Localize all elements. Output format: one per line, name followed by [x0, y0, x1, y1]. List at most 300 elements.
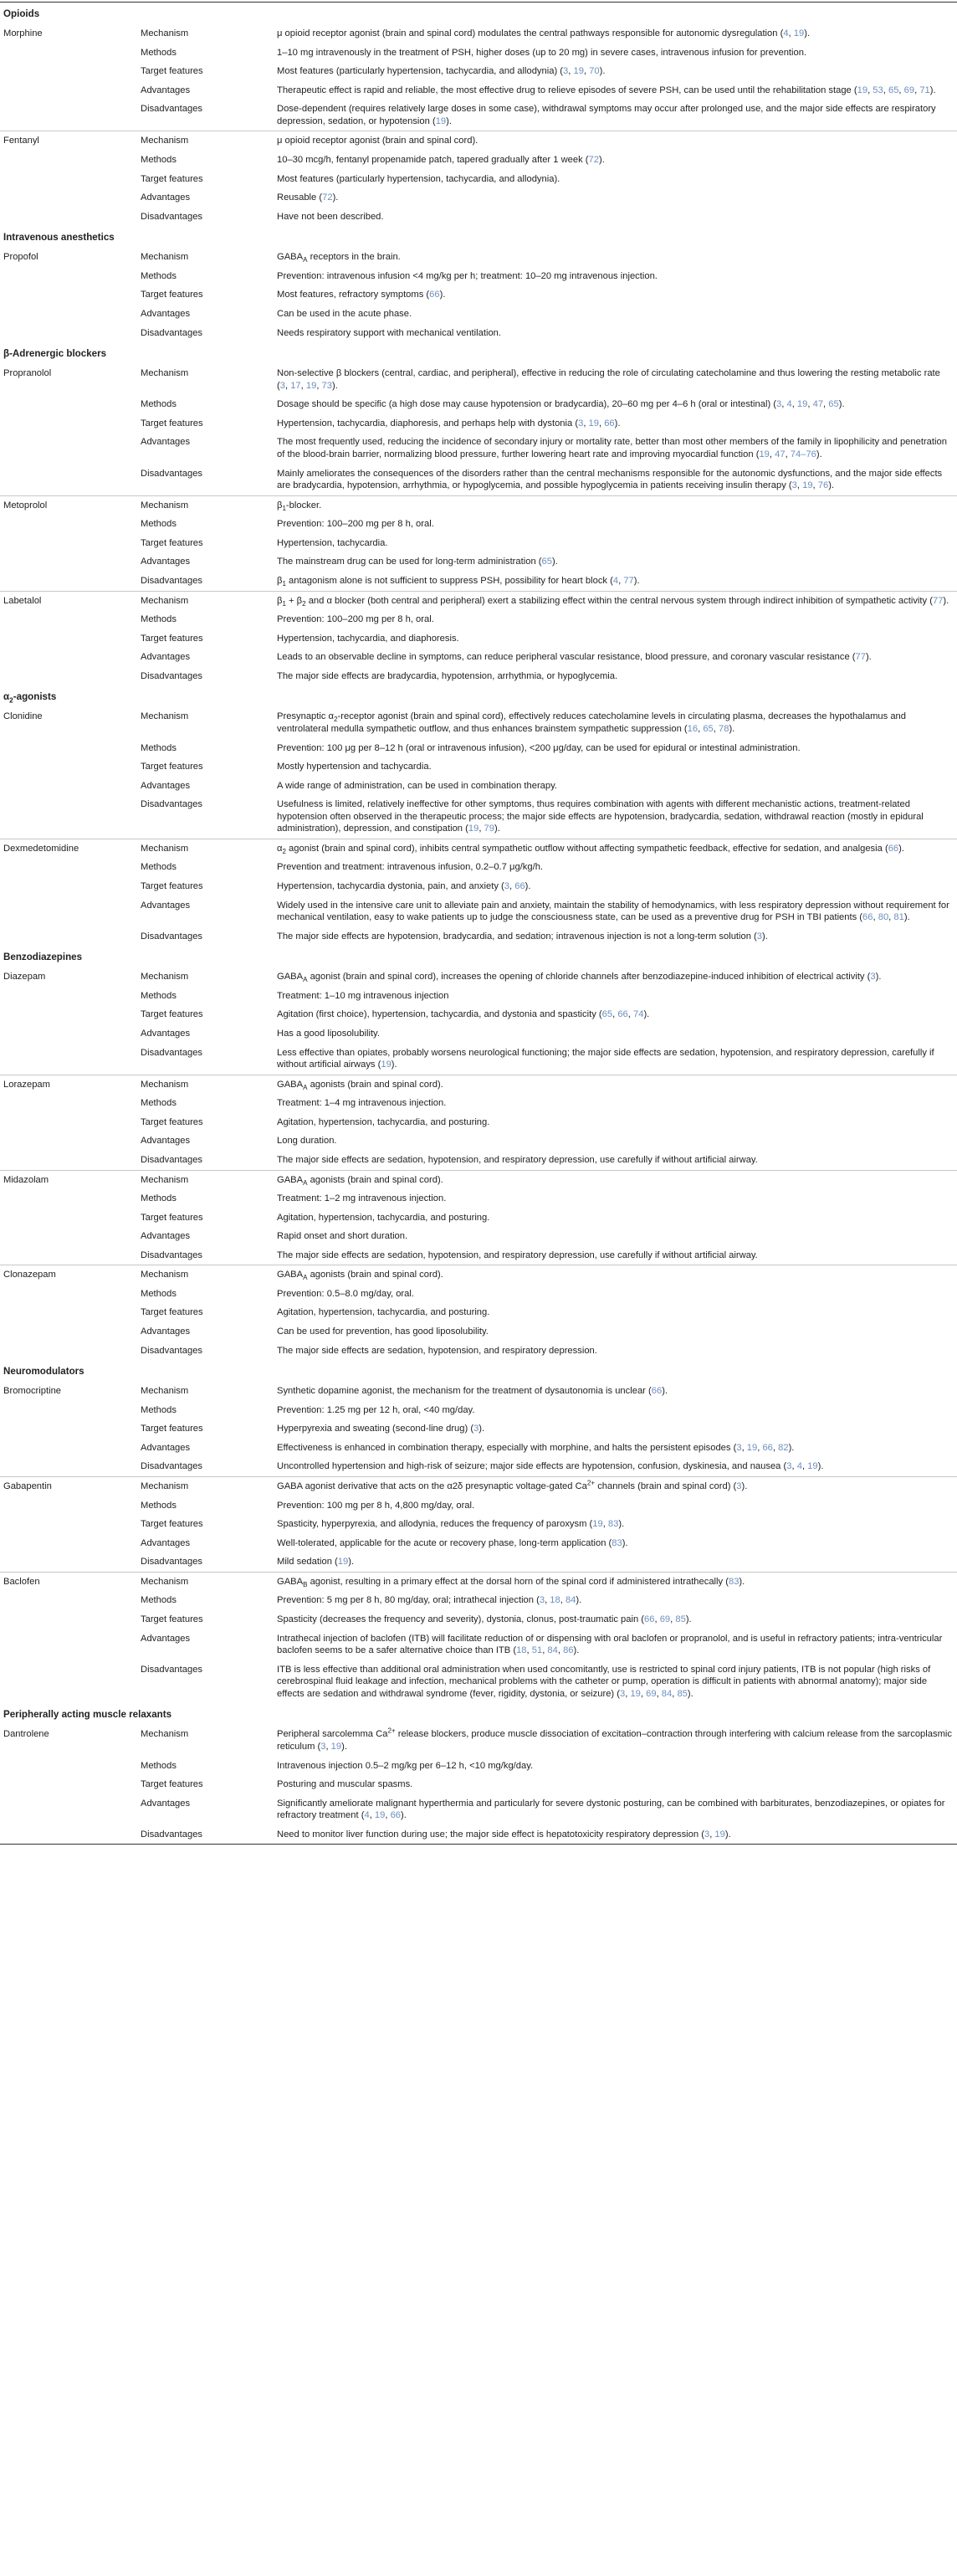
- description-cell: Have not been described.: [277, 211, 384, 222]
- drug-name-cell: [0, 1303, 137, 1322]
- table-row: [0, 24, 957, 44]
- reference-link[interactable]: 19: [746, 1442, 758, 1453]
- table-row: [0, 1094, 957, 1113]
- table-row: [0, 1457, 957, 1476]
- field-label-cell: Methods: [141, 1500, 177, 1511]
- field-label-cell: Target features: [141, 633, 203, 644]
- field-label-cell: Advantages: [141, 1326, 191, 1337]
- drug-name-cell: [0, 858, 137, 877]
- table-row: [0, 395, 957, 414]
- section-row: [0, 342, 957, 364]
- reference-link[interactable]: 19: [759, 449, 770, 459]
- field-label-cell: Mechanism: [141, 1386, 189, 1397]
- reference-link[interactable]: 79: [484, 824, 494, 834]
- reference-link[interactable]: 76: [817, 480, 829, 491]
- drug-name-cell: [0, 62, 137, 81]
- description-cell: Prevention: 1.25 mg per 12 h, oral, <40 mg/day.: [277, 1404, 475, 1415]
- table-row: [0, 1477, 957, 1496]
- reference-link[interactable]: 81: [893, 912, 904, 923]
- field-label-cell: Methods: [141, 519, 177, 530]
- drug-name-cell: [0, 1757, 137, 1776]
- table-row: [0, 170, 957, 189]
- reference-link[interactable]: 66: [514, 881, 525, 891]
- field-label-cell: Methods: [141, 399, 177, 410]
- reference-link[interactable]: 19: [435, 115, 447, 126]
- drug-table-body: [0, 3, 957, 1845]
- reference-link[interactable]: 83: [612, 1537, 622, 1548]
- table-row: [0, 1775, 957, 1794]
- reference-link[interactable]: 19: [374, 1810, 386, 1821]
- drug-name-cell: [0, 1113, 137, 1132]
- table-row: [0, 1208, 957, 1228]
- table-row: [0, 1382, 957, 1401]
- drug-name-cell: [0, 1825, 137, 1845]
- field-label-cell: Target features: [141, 881, 203, 891]
- section-row: [0, 685, 957, 707]
- table-row: [0, 267, 957, 286]
- reference-link[interactable]: 19: [468, 824, 479, 834]
- reference-link[interactable]: 4: [783, 28, 789, 39]
- field-label-cell: Advantages: [141, 1442, 191, 1453]
- reference-link[interactable]: 3: [870, 972, 876, 983]
- table-row: [0, 1515, 957, 1534]
- field-label-cell: Disadvantages: [141, 1461, 203, 1472]
- field-label-cell: Disadvantages: [141, 799, 203, 810]
- field-label-cell: Advantages: [141, 1537, 191, 1548]
- table-row: [0, 1170, 957, 1189]
- reference-link[interactable]: 83: [728, 1576, 740, 1587]
- description-cell: Significantly ameliorate malignant hyperthermia and particularly for severe dystonic posturing, can be combined with barbiturates, benzodiazepines, or opiates for refractory treatment (4, 19, 66).: [277, 1798, 945, 1821]
- reference-link[interactable]: 19: [857, 85, 868, 95]
- description-cell: The major side effects are sedation, hypotension, and respiratory depression, use carefully if without artificial airway.: [277, 1250, 758, 1260]
- reference-link[interactable]: 3: [786, 1461, 792, 1472]
- field-label-cell: Methods: [141, 1193, 177, 1204]
- description-cell: The most frequently used, reducing the incidence of secondary injury or mortality rate, better than most other members of the family in lipophilicity and penetration of the blood-brain barrier, normalizing blood pressure, further lowering heart rate and improving myocardial function (19, 47, 74–76).: [277, 437, 947, 459]
- description-cell: Hypertension, tachycardia dystonia, pain, and anxiety (3, 66).: [277, 881, 531, 891]
- reference-link[interactable]: 3: [776, 399, 782, 410]
- description-cell: Hyperpyrexia and sweating (second-line drug) (3).: [277, 1424, 485, 1434]
- field-label-cell: Mechanism: [141, 252, 189, 263]
- table-row: [0, 305, 957, 324]
- reference-link[interactable]: 66: [390, 1810, 402, 1821]
- section-heading: Neuromodulators: [3, 1366, 84, 1378]
- description-cell: Well-tolerated, applicable for the acute or recovery phase, long-term application (83).: [277, 1537, 628, 1548]
- drug-name-cell: [0, 170, 137, 189]
- reference-link[interactable]: 16: [687, 723, 699, 734]
- table-row: [0, 1075, 957, 1094]
- drug-name-cell: [0, 1457, 137, 1476]
- reference-link[interactable]: 77: [932, 595, 944, 606]
- reference-link[interactable]: 3: [619, 1688, 626, 1699]
- table-row: [0, 1151, 957, 1170]
- field-label-cell: Advantages: [141, 1231, 191, 1242]
- drug-name-cell: [0, 1208, 137, 1228]
- reference-link[interactable]: 86: [563, 1645, 574, 1656]
- description-cell: Reusable (72).: [277, 192, 339, 203]
- table-row: [0, 1322, 957, 1342]
- drug-name-cell: [0, 757, 137, 777]
- reference-link[interactable]: 19: [796, 399, 808, 410]
- drug-name-cell: Propofol: [3, 252, 38, 263]
- table-row: [0, 44, 957, 63]
- field-label-cell: Target features: [141, 1424, 203, 1434]
- field-label-cell: Target features: [141, 290, 203, 300]
- field-label-cell: Target features: [141, 1307, 203, 1318]
- drug-name-cell: [0, 1610, 137, 1629]
- reference-link[interactable]: 51: [531, 1645, 543, 1656]
- drug-name-cell: Propranolol: [3, 368, 52, 379]
- reference-link[interactable]: 18: [516, 1645, 527, 1656]
- table-row: [0, 464, 957, 496]
- section-row: [0, 1360, 957, 1382]
- description-cell: Widely used in the intensive care unit to alleviate pain and anxiety, maintain the stability of hemodynamics, with less respiratory depression without requirement for mechanical ventilation, easy to wake patients up to judge the consciousness state, can be used as a preventive drug for PSH in TBI patients (66, 80, 81).: [277, 900, 949, 923]
- reference-link[interactable]: 3: [563, 66, 569, 77]
- field-label-cell: Mechanism: [141, 368, 189, 379]
- reference-link[interactable]: 19: [807, 1461, 818, 1472]
- field-label-cell: Disadvantages: [141, 211, 203, 222]
- field-label-cell: Target features: [141, 762, 203, 772]
- description-cell: Agitation, hypertension, tachycardia, and posturing.: [277, 1307, 490, 1318]
- description-cell: Treatment: 1–10 mg intravenous injection: [277, 990, 449, 1001]
- field-label-cell: Methods: [141, 155, 177, 165]
- drug-name-cell: Lorazepam: [0, 1075, 137, 1094]
- reference-link[interactable]: 69: [903, 85, 915, 95]
- reference-link[interactable]: 3: [736, 1442, 742, 1453]
- description-cell: Mostly hypertension and tachycardia.: [277, 762, 432, 772]
- table-row: [0, 648, 957, 667]
- reference-link[interactable]: 3: [279, 380, 285, 391]
- reference-link[interactable]: 3: [539, 1595, 545, 1606]
- reference-link[interactable]: 19: [330, 1741, 342, 1752]
- reference-link[interactable]: 19: [630, 1688, 641, 1699]
- reference-link[interactable]: 3: [473, 1424, 479, 1434]
- table-row: [0, 777, 957, 796]
- drug-name-cell: Dexmedetomidine: [0, 839, 137, 858]
- table-row: [0, 1610, 957, 1629]
- description-cell: Can be used in the acute phase.: [277, 309, 412, 319]
- reference-link[interactable]: 17: [290, 380, 301, 391]
- reference-link[interactable]: 74: [633, 1009, 644, 1020]
- field-label-cell: Disadvantages: [141, 1345, 203, 1356]
- description-cell: Long duration.: [277, 1136, 337, 1147]
- reference-link[interactable]: 73: [321, 380, 332, 391]
- table-row: [0, 667, 957, 686]
- description-cell: μ opioid receptor agonist (brain and spinal cord) modulates the central pathways responsible for autonomic dysregulation (4, 19).: [277, 28, 811, 39]
- field-label-cell: Target features: [141, 1614, 203, 1624]
- drug-name-cell: [0, 1439, 137, 1458]
- reference-link[interactable]: 85: [677, 1688, 688, 1699]
- reference-link[interactable]: 19: [381, 1060, 392, 1070]
- reference-link[interactable]: 65: [888, 85, 899, 95]
- drug-name-cell: [0, 1775, 137, 1794]
- field-label-cell: Advantages: [141, 437, 191, 448]
- reference-link[interactable]: 19: [592, 1519, 603, 1530]
- section-heading: β-Adrenergic blockers: [3, 348, 107, 360]
- reference-link[interactable]: 19: [714, 1829, 725, 1840]
- field-label-cell: Mechanism: [137, 495, 274, 515]
- drug-name-cell: [0, 515, 137, 534]
- reference-link[interactable]: 3: [578, 418, 584, 428]
- field-label-cell: Methods: [141, 862, 177, 873]
- reference-link[interactable]: 66: [604, 418, 615, 428]
- reference-link[interactable]: 84: [565, 1595, 576, 1606]
- drug-name-cell: [0, 1629, 137, 1660]
- reference-link[interactable]: 66: [651, 1386, 663, 1397]
- field-label-cell: Methods: [141, 47, 177, 58]
- field-label-cell: Advantages: [141, 557, 191, 567]
- description-cell: The major side effects are hypotension, bradycardia, and sedation; intravenous injection is not a long-term solution (3).: [277, 931, 768, 942]
- description-cell: Most features (particularly hypertension, tachycardia, and allodynia).: [277, 173, 560, 184]
- drug-name-cell: [0, 188, 137, 208]
- drug-name-cell: Gabapentin: [0, 1477, 137, 1496]
- table-row: [0, 81, 957, 100]
- field-label-cell: Advantages: [141, 780, 191, 791]
- drug-name-cell: [0, 1419, 137, 1439]
- reference-link[interactable]: 65: [541, 557, 552, 567]
- reference-link[interactable]: 70: [589, 66, 600, 77]
- description-cell: Agitation (first choice), hypertension, tachycardia, and dystonia and spasticity (65, 66, 74).: [277, 1009, 650, 1020]
- table-row: [0, 495, 957, 515]
- description-cell: The major side effects are sedation, hypotension, and respiratory depression, use carefully if without artificial airway.: [277, 1154, 758, 1165]
- table-row: [0, 1131, 957, 1151]
- description-cell: $\beta_1$ antagonism alone is not sufficient to suppress PSH, possibility for heart block (4, 77).: [277, 575, 640, 588]
- drug-name-cell: [0, 795, 137, 839]
- description-cell: Prevention: 100 μg per 8–12 h (oral or intravenous infusion), <200 μg/day, can be used for epidural or intestinal administration.: [277, 742, 801, 753]
- description-cell: Spasticity (decreases the frequency and severity), dystonia, clonus, post-traumatic pain (66, 69, 85).: [277, 1614, 692, 1624]
- field-label-cell: Methods: [141, 614, 177, 625]
- field-label-cell: Target features: [141, 173, 203, 184]
- field-label-cell: Disadvantages: [141, 575, 203, 586]
- description-cell: Agitation, hypertension, tachycardia, and posturing.: [277, 1116, 490, 1127]
- table-row: [0, 534, 957, 553]
- reference-link[interactable]: 80: [878, 912, 889, 923]
- drug-name-cell: [0, 896, 137, 927]
- reference-link[interactable]: 3: [756, 931, 763, 942]
- drug-name-cell: [0, 285, 137, 305]
- description-cell: $GABA_A$ agonist (brain and spinal cord), increases the opening of chloride channels after benzodiazepine-induced inhibition of electrical activity (3).: [277, 972, 882, 984]
- description-cell: $\beta_1 + \beta_2$ and α blocker (both central and peripheral) exert a stabilizing effect within the central nervous system through indirect inhibition of sympathetic activity (77).: [274, 591, 957, 610]
- drug-name-cell: [0, 610, 137, 629]
- table-row: [0, 1591, 957, 1610]
- reference-link[interactable]: 19: [588, 418, 599, 428]
- description-cell: $GABA_A$ receptors in the brain.: [277, 252, 401, 264]
- reference-link[interactable]: 84: [547, 1645, 558, 1656]
- reference-link[interactable]: 77: [623, 575, 634, 586]
- drug-name-cell: [0, 267, 137, 286]
- table-row: [0, 1794, 957, 1825]
- reference-link[interactable]: 69: [659, 1614, 671, 1624]
- table-row: [0, 1113, 957, 1132]
- field-label-cell: Disadvantages: [137, 1825, 274, 1845]
- reference-link[interactable]: 66: [888, 843, 899, 854]
- reference-link[interactable]: 65: [828, 399, 839, 410]
- drug-name-cell: [0, 1227, 137, 1246]
- reference-link[interactable]: 4: [796, 1461, 802, 1472]
- description-cell: Peripheral sarcolemma $Ca^{2+}$ release blockers, produce muscle dissociation of excitation–contraction through interfering with calcium release from the sarcoplasmic reticulum (3, 19).: [277, 1727, 952, 1752]
- reference-link[interactable]: 19: [573, 66, 584, 77]
- drug-name-cell: [0, 1534, 137, 1553]
- reference-link[interactable]: 66: [862, 912, 873, 923]
- table-row: [0, 739, 957, 758]
- description-cell: μ opioid receptor agonist (brain and spinal cord).: [274, 131, 957, 151]
- drug-name-cell: Morphine: [3, 28, 43, 39]
- drug-name-cell: Dantrolene: [3, 1729, 49, 1740]
- reference-link[interactable]: 66: [617, 1009, 628, 1020]
- table-row: [0, 1552, 957, 1572]
- reference-link[interactable]: 47: [775, 449, 786, 459]
- description-cell: Usefulness is limited, relatively ineffective for other symptoms, thus requires combination with agents with different mechanistic actions, treatment-related hypotension often observed in the therapeutic process; the major side effects are hypotension, bradycardia, sedation, withdrawal reaction (mostly in epidural administration), depression, and constipation (19, 79).: [277, 799, 924, 834]
- field-label-cell: Target features: [141, 66, 203, 77]
- reference-link[interactable]: 3: [791, 480, 797, 491]
- drug-name-cell: Clonazepam: [0, 1265, 137, 1285]
- description-cell: 1–10 mg intravenously in the treatment of PSH, higher doses (up to 20 mg) in severe cases, intravenous infusion for prevention.: [277, 47, 807, 58]
- reference-link[interactable]: 4: [786, 399, 792, 410]
- table-row: [0, 610, 957, 629]
- drug-name-cell: [0, 1189, 137, 1208]
- reference-link[interactable]: 83: [607, 1519, 619, 1530]
- drug-name-cell: [0, 648, 137, 667]
- table-row: [0, 1496, 957, 1516]
- table-row: [0, 100, 957, 131]
- description-cell: Most features, refractory symptoms (66).: [277, 290, 446, 300]
- field-label-cell: Disadvantages: [141, 327, 203, 338]
- table-row: [0, 927, 957, 947]
- table-row: [0, 151, 957, 170]
- description-cell: Effectiveness is enhanced in combination therapy, especially with morphine, and halts the persistent episodes (3, 19, 66, 82).: [277, 1442, 795, 1453]
- reference-link[interactable]: 66: [762, 1442, 773, 1453]
- reference-link[interactable]: 65: [601, 1009, 613, 1020]
- description-cell: Therapeutic effect is rapid and reliable, the most effective drug to relieve episodes of severe PSH, can be used until the rehabilitation stage (19, 53, 65, 69, 71).: [277, 85, 936, 95]
- description-cell: The major side effects are sedation, hypotension, and respiratory depression.: [277, 1345, 597, 1356]
- field-label-cell: Advantages: [141, 85, 191, 95]
- description-cell: Most features (particularly hypertension, tachycardia, and allodynia) (3, 19, 70).: [277, 66, 606, 77]
- reference-link[interactable]: 65: [703, 723, 714, 734]
- field-label-cell: Target features: [141, 1009, 203, 1020]
- reference-link[interactable]: 4: [364, 1810, 370, 1821]
- drug-name-cell: [0, 81, 137, 100]
- reference-link[interactable]: 19: [793, 28, 805, 39]
- field-label-cell: Disadvantages: [141, 670, 203, 681]
- field-label-cell: Methods: [141, 742, 177, 753]
- reference-link[interactable]: 53: [873, 85, 883, 95]
- table-row: [0, 188, 957, 208]
- section-row: [0, 1703, 957, 1725]
- reference-link[interactable]: 4: [612, 575, 619, 586]
- description-cell: Dose-dependent (requires relatively large doses in some case), withdrawal symptoms may occur after prolonged use, and the major side effects are respiratory depression, sedation, or hypotension (19).: [277, 104, 936, 126]
- drug-name-cell: [0, 1285, 137, 1304]
- reference-link[interactable]: 3: [320, 1741, 326, 1752]
- drug-name-cell: [0, 877, 137, 896]
- field-label-cell: Disadvantages: [141, 1664, 203, 1675]
- drug-name-cell: [0, 1246, 137, 1265]
- reference-link[interactable]: 66: [429, 290, 440, 300]
- reference-link[interactable]: 71: [919, 85, 930, 95]
- table-row: [0, 1189, 957, 1208]
- table-row: [0, 1534, 957, 1553]
- reference-link[interactable]: 84: [661, 1688, 673, 1699]
- reference-link[interactable]: 47: [812, 399, 824, 410]
- table-row: [0, 552, 957, 572]
- reference-link[interactable]: 3: [504, 881, 509, 891]
- description-cell: Hypertension, tachycardia, and diaphoresis.: [277, 633, 459, 644]
- field-label-cell: Advantages: [141, 309, 191, 319]
- reference-link[interactable]: 74–76: [790, 449, 816, 459]
- drug-name-cell: [0, 208, 137, 227]
- drug-name-cell: Baclofen: [0, 1572, 137, 1591]
- drug-name-cell: [0, 1094, 137, 1113]
- field-label-cell: Methods: [141, 270, 177, 281]
- section-heading: Intravenous anesthetics: [3, 232, 115, 244]
- drug-name-cell: [0, 44, 137, 63]
- reference-link[interactable]: 78: [719, 723, 729, 734]
- field-label-cell: Mechanism: [141, 711, 189, 722]
- reference-link[interactable]: 85: [675, 1614, 686, 1624]
- reference-link[interactable]: 19: [305, 380, 317, 391]
- description-cell: Can be used for prevention, has good liposolubility.: [277, 1326, 489, 1337]
- table-row: [0, 364, 957, 395]
- description-cell: Mild sedation (19).: [277, 1557, 355, 1568]
- table-row: [0, 1725, 957, 1756]
- reference-link[interactable]: 66: [644, 1614, 655, 1624]
- reference-link[interactable]: 18: [550, 1595, 560, 1606]
- table-row: [0, 248, 957, 267]
- field-label-cell: Target features: [141, 1779, 203, 1790]
- table-row: [0, 208, 957, 227]
- field-label-cell: Advantages: [141, 1136, 191, 1147]
- reference-link[interactable]: 3: [736, 1481, 742, 1491]
- description-cell: Need to monitor liver function during use; the major side effect is hepatotoxicity respiratory depression (3, 19).: [274, 1825, 957, 1845]
- reference-link[interactable]: 72: [322, 192, 333, 203]
- drug-name-cell: [0, 100, 137, 131]
- table-row: [0, 1303, 957, 1322]
- table-row: [0, 433, 957, 464]
- drug-name-cell: [0, 324, 137, 343]
- description-cell: GABA agonist derivative that acts on the α2δ presynaptic voltage-gated $Ca^{2+}$ channels (brain and spinal cord) (3).: [274, 1477, 957, 1496]
- table-row: [0, 629, 957, 649]
- field-label-cell: Mechanism: [137, 839, 274, 858]
- drug-name-cell: [0, 552, 137, 572]
- description-cell: Prevention: intravenous infusion <4 mg/kg per h; treatment: 10–20 mg intravenous injection.: [277, 270, 658, 281]
- reference-link[interactable]: 19: [802, 480, 813, 491]
- description-cell: Dosage should be specific (a high dose may cause hypotension or bradycardia), 20–60 mg per 4–6 h (oral or intestinal) (3, 4, 19, 47, 65).: [277, 399, 845, 410]
- reference-link[interactable]: 82: [778, 1442, 789, 1453]
- field-label-cell: Advantages: [141, 192, 191, 203]
- table-row: [0, 795, 957, 839]
- reference-link[interactable]: 69: [646, 1688, 657, 1699]
- field-label-cell: Disadvantages: [141, 1154, 203, 1165]
- field-label-cell: Methods: [141, 990, 177, 1001]
- table-row: [0, 1227, 957, 1246]
- field-label-cell: Disadvantages: [141, 1557, 203, 1568]
- table-row: [0, 839, 957, 858]
- drug-name-cell: [0, 777, 137, 796]
- description-cell: $GABA_A$ agonists (brain and spinal cord).: [274, 1170, 957, 1189]
- field-label-cell: Mechanism: [137, 1265, 274, 1285]
- reference-link[interactable]: 3: [704, 1829, 710, 1840]
- description-cell: Prevention: 5 mg per 8 h, 80 mg/day, oral; intrathecal injection (3, 18, 84).: [277, 1595, 582, 1606]
- drug-name-cell: [0, 464, 137, 496]
- drug-name-cell: [0, 1151, 137, 1170]
- drug-name-cell: [0, 927, 137, 947]
- field-label-cell: Disadvantages: [141, 1047, 203, 1058]
- reference-link[interactable]: 72: [588, 155, 599, 165]
- drug-name-cell: [0, 629, 137, 649]
- reference-link[interactable]: 77: [855, 652, 866, 663]
- reference-link[interactable]: 19: [337, 1557, 349, 1568]
- table-row: [0, 967, 957, 987]
- field-label-cell: Methods: [141, 1760, 177, 1771]
- field-label-cell: Advantages: [141, 1633, 191, 1644]
